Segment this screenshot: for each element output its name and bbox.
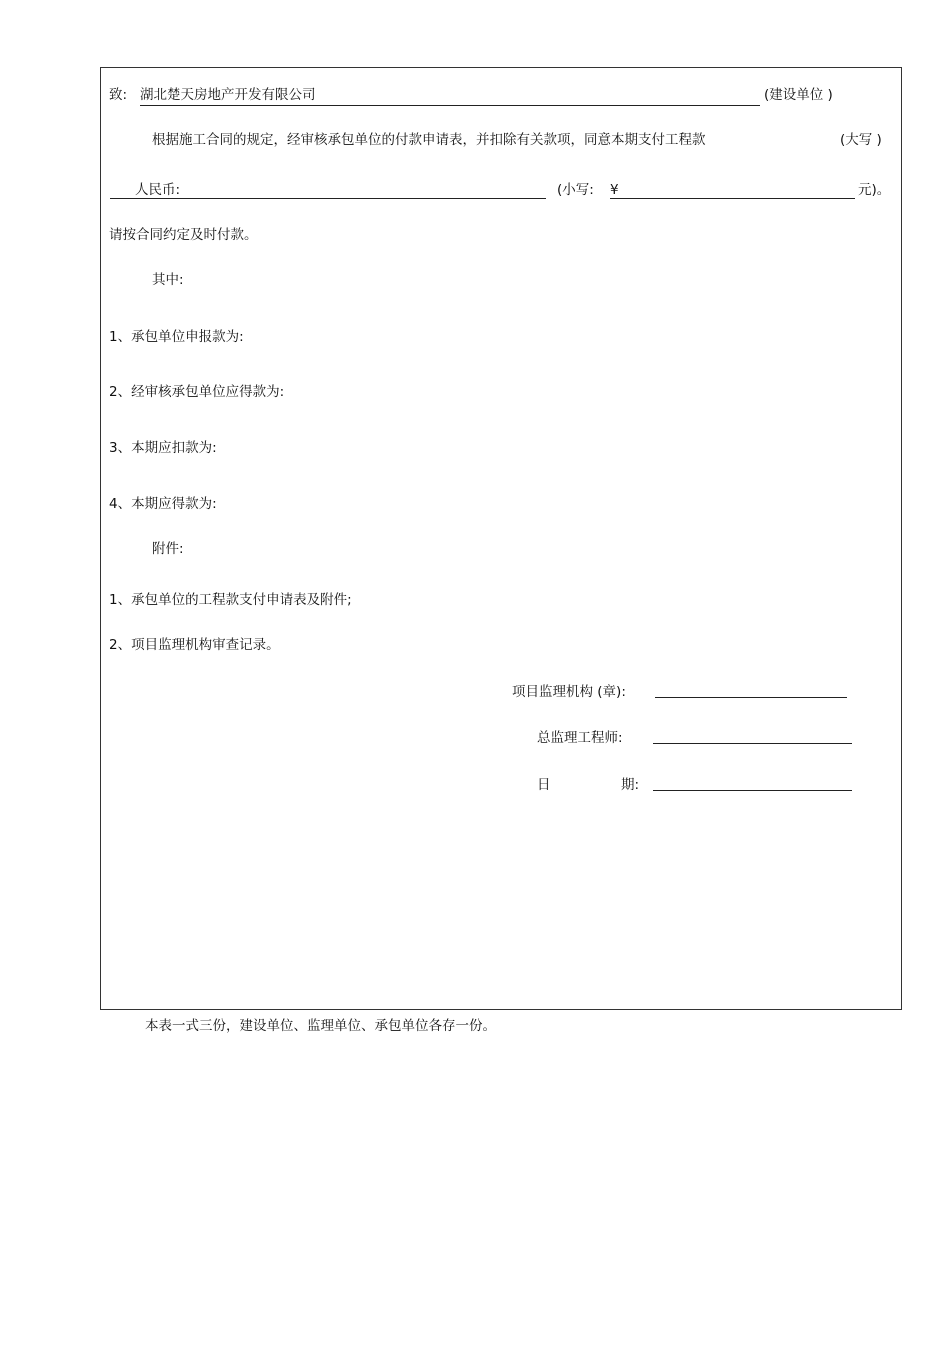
- date-label-period: 期:: [621, 777, 640, 793]
- rmb-label: 人民币:: [135, 182, 181, 198]
- pay-request: 请按合同约定及时付款。: [109, 227, 258, 243]
- capital-label: (大写 ): [840, 132, 882, 148]
- small-amount-underline: [610, 198, 855, 199]
- item-declared: 1、承包单位申报款为:: [109, 329, 244, 345]
- yen-symbol: ¥: [610, 182, 619, 198]
- form-frame: [100, 67, 902, 1010]
- item-payable: 4、本期应得款为:: [109, 496, 217, 512]
- small-amount-label: (小写:: [557, 182, 594, 198]
- item-approved: 2、经审核承包单位应得款为:: [109, 384, 285, 400]
- payment-paragraph: 根据施工合同的规定，经审核承包单位的付款申请表，并扣除有关款项，同意本期支付工程款: [152, 132, 706, 148]
- date-underline: [653, 790, 852, 791]
- org-seal-label: 项目监理机构 (章):: [512, 684, 626, 700]
- footer-note: 本表一式三份，建设单位、监理单位、承包单位各存一份。: [145, 1018, 496, 1034]
- to-label: 致:: [109, 87, 128, 103]
- among-label: 其中:: [152, 272, 184, 288]
- chief-engineer-label: 总监理工程师:: [537, 730, 623, 746]
- chief-engineer-underline: [653, 743, 852, 744]
- attachments-label: 附件:: [152, 541, 184, 557]
- attachment-item: 1、承包单位的工程款支付申请表及附件;: [109, 592, 352, 608]
- company-name: 湖北楚天房地产开发有限公司: [140, 87, 316, 103]
- company-role: (建设单位 ): [764, 87, 833, 103]
- yuan-suffix: 元)。: [858, 182, 891, 198]
- item-deduction: 3、本期应扣款为:: [109, 440, 217, 456]
- date-label-day: 日: [537, 777, 551, 793]
- company-underline: [140, 105, 760, 106]
- attachment-item: 2、项目监理机构审查记录。: [109, 637, 280, 653]
- org-seal-underline: [655, 697, 847, 698]
